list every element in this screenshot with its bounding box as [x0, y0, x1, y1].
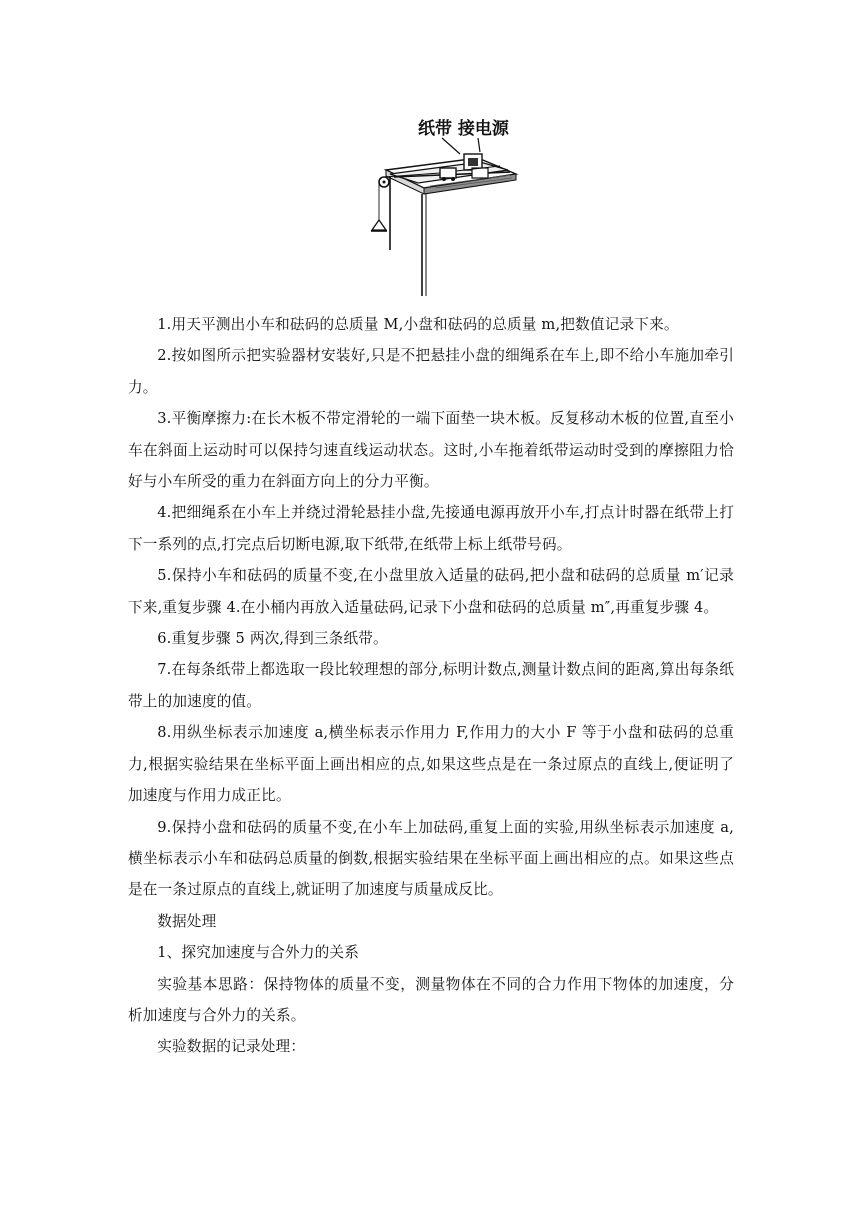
- pulley-axle: [383, 181, 386, 184]
- step-3: 3.平衡摩擦力:在长木板不带定滑轮的一端下面垫一块木板。反复移动木板的位置,直至小车在斜面上运动时可以保持匀速直线运动状态。这时,小车拖着纸带运动时受到的摩擦阻力恰好与小车所受的重力在斜面方向上的分力平衡。: [128, 410, 734, 491]
- step-4: 4.把细绳系在小车上并绕过滑轮悬挂小盘,先接通电源再放开小车,打点计时器在纸带上打下一系列的点,打完点后切断电源,取下纸带,在纸带上标上纸带号码。: [128, 504, 734, 553]
- step-8: 8.用纵坐标表示加速度 a,横坐标表示作用力 F,作用力的大小 F 等于小盘和砝码的总重力,根据实验结果在坐标平面上画出相应的点,如果这些点是在一条过原点的直线上,便证明了加速度与作用力成正比。: [128, 724, 734, 805]
- apparatus-label: 纸带 接电源: [418, 119, 509, 139]
- cart-wheel-2: [451, 177, 455, 181]
- step-7: 7.在每条纸带上都选取一段比较理想的部分,标明计数点,测量计数点间的距离,算出每条纸带上的加速度的值。: [128, 661, 734, 710]
- dot-timer-core: [468, 158, 478, 166]
- step-9: 9.保持小盘和砝码的质量不变,在小车上加砝码,重复上面的实验,用纵坐标表示加速度 a,横坐标表示小车和砝码总质量的倒数,根据实验结果在坐标平面上画出相应的点。如果这些点是在一条过原点的直线上,就证明了加速度与质量成反比。: [128, 818, 734, 899]
- document-body: [128, 309, 734, 1063]
- step-5: 5.保持小车和砝码的质量不变,在小盘里放入适量的砝码,把小盘和砝码的总质量 m′记录下来,重复步骤 4.在小桶内再放入适量砝码,记录下小盘和砝码的总质量 m″,再重复步骤 4。: [128, 567, 734, 616]
- label-leader-line-2: [478, 138, 480, 152]
- step-1: 1.用天平测出小车和砝码的总质量 M,小盘和砝码的总质量 m,把数值记录下来。: [157, 316, 679, 333]
- cart-wheel: [442, 177, 446, 181]
- dot-timer-base: [472, 168, 488, 178]
- section-subheading: 1、探究加速度与合外力的关系: [157, 944, 359, 962]
- experiment-idea: 实验基本思路：保持物体的质量不变，测量物体在不同的合力作用下物体的加速度，分析加速度与合外力的关系。: [128, 975, 734, 1024]
- hanging-pan: [372, 220, 386, 230]
- cart: [440, 168, 456, 178]
- step-2: 2.按如图所示把实验器材安装好,只是不把悬挂小盘的细绳系在车上,即不给小车施加牵引力。: [128, 347, 734, 396]
- apparatus-drawing: [360, 104, 520, 300]
- data-record-label: 实验数据的记录处理：: [157, 1038, 306, 1056]
- label-leader-line: [442, 138, 460, 154]
- section-heading: 数据处理: [157, 912, 217, 930]
- step-6: 6.重复步骤 5 两次,得到三条纸带。: [157, 630, 388, 648]
- experiment-apparatus-figure: [360, 104, 520, 300]
